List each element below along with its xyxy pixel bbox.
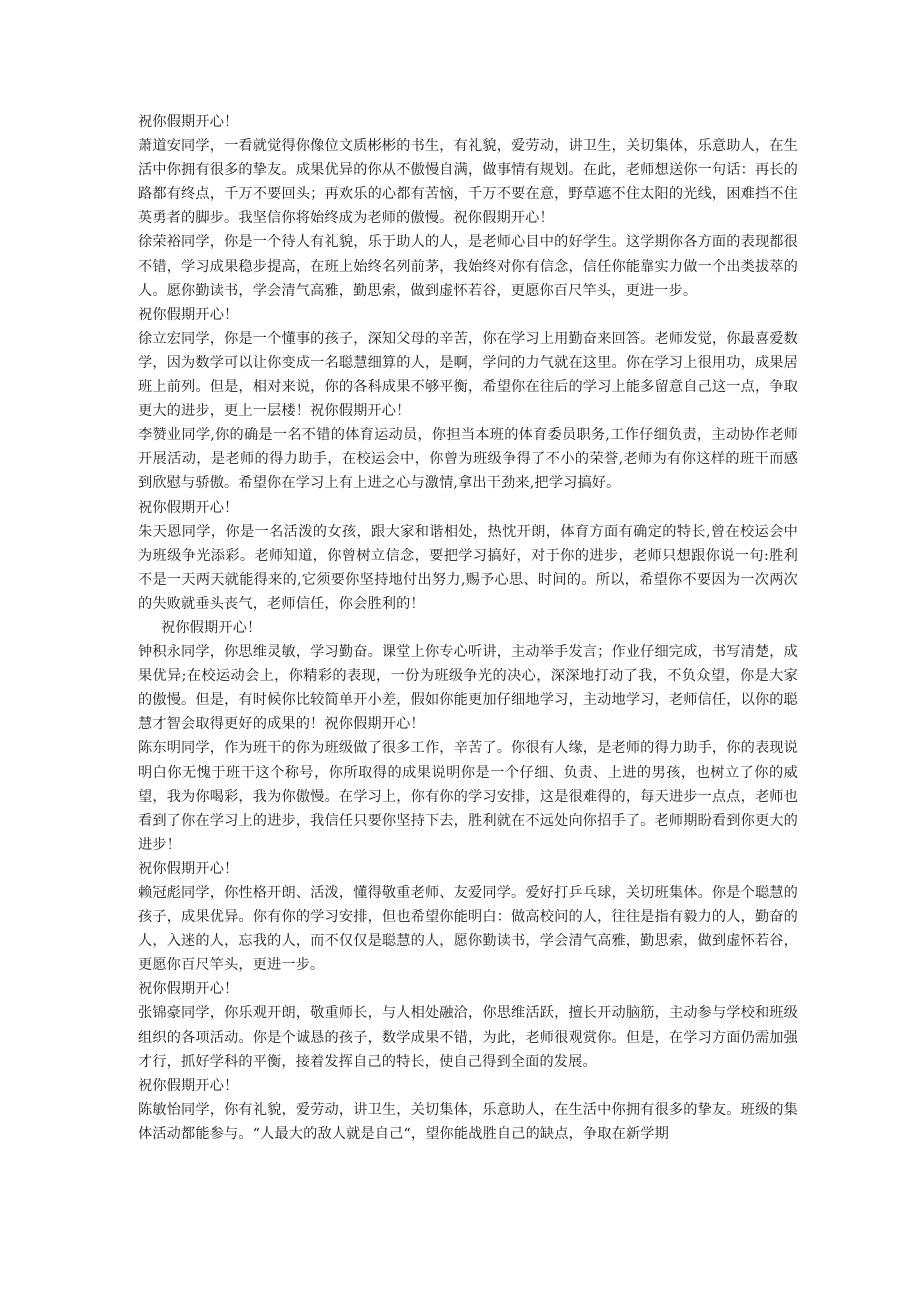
comment-paragraph: 赖冠彪同学，你性格开朗、活泼，懂得敬重老师、友爱同学。爱好打乒乓球，关切班集体。你是个聪慧的孩子，成果优异。你有你的学习安排，但也希望你能明白：做高校问的人，往往是指有毅力的人，勤奋的人，入迷的人，忘我的人，而不仅仅是聪慧的人，愿你勤读书，学会清气高雅，勤思索，做到虚怀若谷，更愿你百尺竿头，更进一步。: [138, 885, 798, 974]
comment-paragraph: 朱天恩同学，你是一名活泼的女孩，跟大家和谐相处，热忱开朗，体育方面有确定的特长,曾在校运会中为班级争光添彩。老师知道，你曾树立信念，要把学习搞好，对于你的进步，老师只想跟你说一句:胜利不是一天两天就能得来的,它须要你坚持地付出努力,赐予心思、时间的。所以，希望你不要因为一次两次的失败就垂头丧气，老师信任，你会胜利的！: [138, 523, 798, 612]
document-body: [138, 110, 798, 1146]
closing-wish: 祝你假期开心！: [138, 860, 239, 877]
comment-paragraph: 陈东明同学，作为班干的你为班级做了很多工作，辛苦了。你很有人缘，是老师的得力助手，你的表现说明白你无愧于班干这个称号，你所取得的成果说明你是一个仔细、负责、上进的男孩，也树立了你的威望，我为你喝彩，我为你傲慢。在学习上，你有你的学习安排，这是很难得的，每天进步一点点，老师也看到了你在学习上的进步，我信任只要你坚持下去，胜利就在不远处向你招手了。老师期盼看到你更大的进步！: [138, 740, 798, 853]
closing-wish: 祝你假期开心！: [138, 981, 239, 998]
closing-wish: 祝你假期开心！: [138, 499, 239, 516]
closing-wish: 祝你假期开心！: [138, 114, 239, 130]
comment-paragraph: 萧道安同学，一看就觉得你像位文质彬彬的书生，有礼貌，爱劳动，讲卫生，关切集体，乐意助人，在生活中你拥有很多的挚友。成果优异的你从不傲慢自满，做事情有规划。在此，老师想送你一句话：再长的路都有终点，千万不要回头；再欢乐的心都有苦恼，千万不要在意，野草遮不住太阳的光线，困难挡不住英勇者的脚步。我坚信你将始终成为老师的傲慢。祝你假期开心！: [138, 138, 798, 227]
comment-paragraph: 李赞业同学,你的确是一名不错的体育运动员，你担当本班的体育委员职务,工作仔细负责，主动协作老师开展活动，是老师的得力助手，在校运会中，你曾为班级争得了不小的荣誉,老师为有你这样的班干而感到欣慰与骄傲。希望你在学习上有上进之心与激情,拿出干劲来,把学习搞好。: [138, 427, 798, 492]
comment-paragraph: 陈敏怡同学，你有礼貌，爱劳动，讲卫生，关切集体，乐意助人，在生活中你拥有很多的挚友。班级的集体活动都能参与。“人最大的敌人就是自己“，望你能战胜自己的缺点，争取在新学期: [138, 1101, 798, 1142]
closing-wish: 祝你假期开心！: [138, 1077, 239, 1094]
comment-paragraph: 张锦豪同学，你乐观开朗，敬重师长，与人相处融洽，你思维活跃，擅长开动脑筋，主动参与学校和班级组织的各项活动。你是个诚恳的孩子，数学成果不错，为此，老师很观赏你。但是，在学习方面仍需加强才行，抓好学科的平衡，接着发挥自己的特长，使自己得到全面的发展。: [138, 1005, 798, 1070]
comment-paragraph: 钟积永同学，你思维灵敏，学习勤奋。课堂上你专心听讲，主动举手发言；作业仔细完成，书写清楚，成果优异;在校运动会上，你精彩的表现，一份为班级争光的决心，深深地打动了我，不负众望，你是大家的傲慢。但是，有时候你比较简单开小差，假如你能更加仔细地学习，主动地学习，老师信任，以你的聪慧才智会取得更好的成果的！祝你假期开心！: [138, 644, 798, 733]
comment-paragraph: 徐荣裕同学，你是一个待人有礼貌，乐于助人的人，是老师心目中的好学生。这学期你各方面的表现都很不错，学习成果稳步提高，在班上始终名列前茅，我始终对你有信念，信任你能靠实力做一个出类拔萃的人。愿你勤读书，学会清气高雅，勤思索，做到虚怀若谷，更愿你百尺竿头，更进一步。: [138, 234, 798, 299]
comment-paragraph: 徐立宏同学，你是一个懂事的孩子，深知父母的辛苦，你在学习上用勤奋来回答。老师发觉，你最喜爱数学，因为数学可以让你变成一名聪慧细算的人，是啊，学问的力气就在这里。你在学习上很用功，成果居班上前列。但是，相对来说，你的各科成果不够平衡，希望你在往后的学习上能多留意自己这一点，争取更大的进步，更上一层楼！祝你假期开心！: [138, 330, 798, 420]
closing-wish: 祝你假期开心！: [161, 619, 262, 636]
closing-wish: 祝你假期开心！: [138, 306, 239, 323]
